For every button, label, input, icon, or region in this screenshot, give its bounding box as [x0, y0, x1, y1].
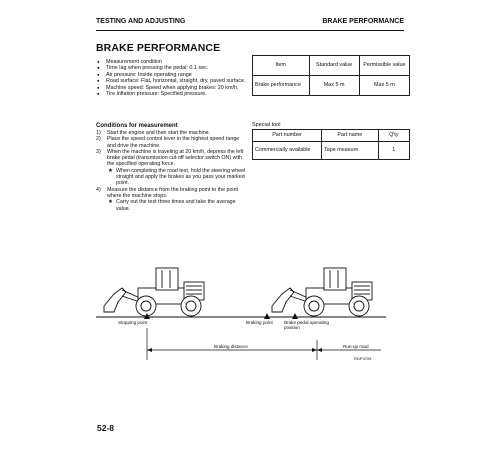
step-text: Measure the distance from the braking point to the point where the machine stops. — [107, 186, 239, 199]
braking-point-marker — [264, 313, 270, 319]
braking-point-label: Braking point — [246, 320, 273, 325]
list-item — [96, 149, 246, 187]
note-text: When completing the road test, hold the steering wheel straight and apply the brakes as you pass your marked point. — [116, 167, 246, 187]
table-cell-qty: 1 — [378, 142, 409, 160]
table-header-item: Item — [253, 56, 310, 76]
arrowhead-run-up-icon — [317, 348, 322, 352]
table-header-part-number: Part number — [253, 130, 322, 142]
note-star-icon: ★ — [108, 199, 113, 206]
list-item — [96, 136, 246, 149]
step-note — [107, 168, 246, 187]
arrowhead-left-icon — [147, 348, 152, 352]
pedal-position-label: Brake pedal operating position — [284, 320, 329, 331]
table-cell-item: Brake performance — [253, 76, 310, 96]
table-header-row — [253, 130, 410, 142]
procedure-steps-list — [96, 130, 246, 212]
note-text: Carry out the test three times and take the average value. — [116, 199, 236, 212]
header-topic-title: BRAKE PERFORMANCE — [322, 18, 404, 25]
step-number: 2) — [96, 136, 101, 143]
table-header-qty: Q'ty — [378, 130, 409, 142]
stopping-point-label: Stopping point — [118, 320, 148, 325]
table-cell-standard: Max 5 m — [309, 76, 359, 96]
run-up-road-label: Run-up road — [343, 344, 369, 349]
special-tool-table — [252, 129, 410, 160]
table-header-permissible: Permissible value — [359, 56, 409, 76]
braking-distance-label: Braking distance — [214, 344, 248, 349]
list-item: ● Road surface: Flat, horizontal, straight, dry, paved surface. — [97, 78, 257, 84]
figure-code: RDP3709 — [354, 356, 372, 361]
table-header-standard: Standard value — [309, 56, 359, 76]
step-text: When the machine is traveling at 20 km/h, depress the left brake pedal (transmission cut-off selector switch ON) with the specified operating force. — [107, 148, 244, 168]
table-cell-part-number: Commercially available — [253, 142, 322, 160]
special-tool-heading: Special tool — [252, 122, 281, 128]
braking-diagram — [96, 258, 386, 373]
table-header-row — [253, 56, 410, 76]
page-number: 52-8 — [97, 423, 115, 433]
conditions-heading: Conditions for measurement — [96, 123, 178, 129]
page-title: BRAKE PERFORMANCE — [96, 42, 221, 54]
step-number: 1) — [96, 130, 101, 136]
measurement-conditions-list — [97, 59, 257, 97]
list-item — [96, 187, 246, 212]
wheel-loader-right — [272, 268, 372, 316]
braking-test-figure — [96, 258, 386, 378]
table-cell-part-name: Tape measure — [322, 142, 379, 160]
table-row — [253, 76, 410, 96]
list-item: ● Tire inflation pressure: Specified pressure. — [97, 91, 257, 97]
list-item: ● Air pressure: Inside operating range — [97, 72, 257, 78]
list-item: ● Time lag when pressing the pedal: 0.1 sec. — [97, 65, 257, 71]
table-row — [253, 142, 410, 160]
step-text: Start the engine and then start the machine. — [107, 130, 211, 136]
step-text: Place the speed control lever in the highest speed range and drive the machine. — [107, 136, 240, 149]
header-section-title: TESTING AND ADJUSTING — [96, 18, 186, 25]
step-note — [107, 199, 246, 212]
pedal-position-marker — [292, 313, 298, 319]
table-cell-permissible: Max 5 m — [359, 76, 409, 96]
brake-performance-table — [252, 55, 410, 96]
step-number: 4) — [96, 186, 101, 193]
note-star-icon: ★ — [108, 167, 113, 174]
page-header — [96, 18, 404, 31]
arrowhead-right-icon — [312, 348, 317, 352]
list-item: ● Machine speed: Speed when applying brakes: 20 km/h. — [97, 85, 257, 91]
list-item: ● Measurement condition — [97, 59, 257, 65]
wheel-loader-left — [104, 268, 204, 316]
table-header-part-name: Part name — [322, 130, 379, 142]
step-number: 3) — [96, 148, 101, 155]
